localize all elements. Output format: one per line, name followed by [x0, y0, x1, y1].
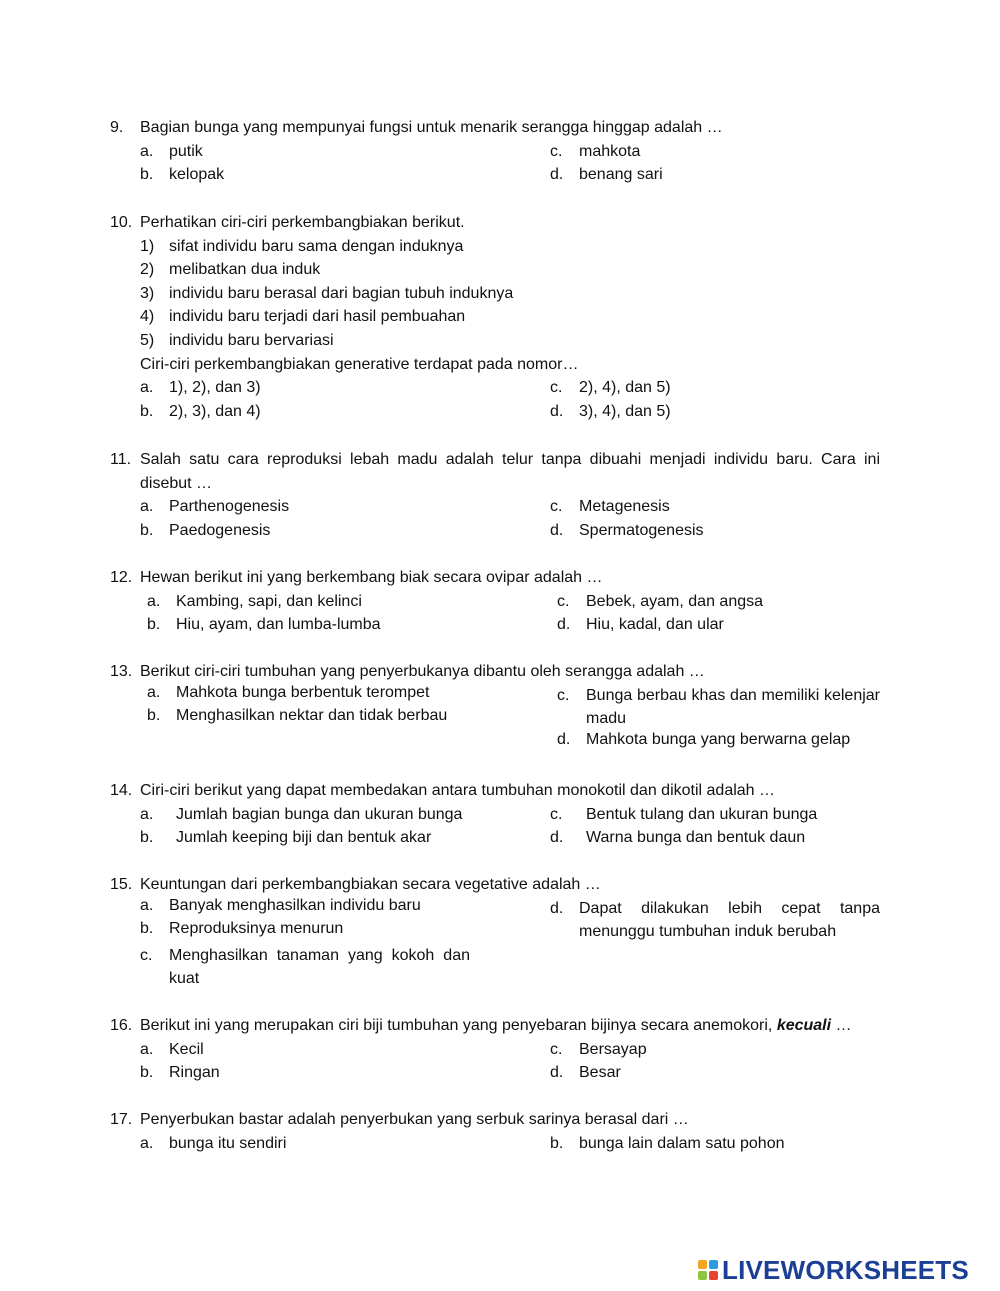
- question-number: 13.: [110, 663, 133, 680]
- question-number: 11.: [110, 451, 132, 468]
- logo-text: LIVEWORKSHEETS: [722, 1255, 969, 1285]
- question-stem: Bagian bunga yang mempunyai fungsi untuk menarik serangga hinggap adalah …: [140, 119, 723, 136]
- list-item: 1) sifat individu baru sama dengan induknya: [140, 237, 464, 255]
- question-stem: Hewan berikut ini yang berkembang biak secara ovipar adalah …: [140, 569, 603, 586]
- question-9: 9. Bagian bunga yang mempunyai fungsi untuk menarik serangga hinggap adalah … a. putik c. mahkota b. kelopak d. benang sari: [110, 116, 880, 187]
- list-item: 5) individu baru bervariasi: [140, 331, 334, 349]
- question-stem: Berikut ini yang merupakan ciri biji tumbuhan yang penyebaran bijinya secara anemokori, kecuali …: [140, 1017, 852, 1034]
- question-11: 11. Salah satu cara reproduksi lebah madu adalah telur tanpa dibuahi menjadi individu baru. Cara ini disebut … a. Parthenogenesis c. Metagenesis b. Paedogenesis d. Spermatogenesis: [110, 448, 880, 542]
- question-14: 14. Ciri-ciri berikut yang dapat membedakan antara tumbuhan monokotil dan dikotil adalah … a. Jumlah bagian bunga dan ukuran bunga c. Bentuk tulang dan ukuran bunga b. Jumlah keeping biji dan bentuk akar d. Warna bunga dan bentuk daun: [110, 779, 880, 850]
- question-17: 17. Penyerbukan bastar adalah penyerbukan yang serbuk sarinya berasal dari … a. bunga itu sendiri b. bunga lain dalam satu pohon: [110, 1108, 880, 1155]
- list-item: 2) melibatkan dua induk: [140, 261, 321, 279]
- question-number: 14.: [110, 782, 133, 799]
- liveworksheets-logo[interactable]: [698, 1256, 969, 1284]
- option-c[interactable]: c. Menghasilkan tanaman yang kokoh dan kuat: [140, 946, 470, 988]
- list-item: 3) individu baru berasal dari bagian tubuh induknya: [140, 284, 514, 302]
- question-number: 16.: [110, 1017, 133, 1034]
- question-15: 15. Keuntungan dari perkembangbiakan secara vegetative adalah … a. Banyak menghasilkan individu baru b. Reproduksinya menurun c. Menghasilkan tanaman yang kokoh dan kuat d. Dapat dilakukan lebih cepat tanpa menunggu tumbuhan induk berubah: [110, 873, 880, 992]
- question-number: 17.: [110, 1111, 133, 1128]
- emphasis-text: kecuali: [776, 1017, 832, 1034]
- question-10: 10. Perhatikan ciri-ciri perkembangbiakan berikut. 1) sifat individu baru sama dengan induknya 2) melibatkan dua induk 3) individu baru berasal dari bagian tubuh induknya 4) individu baru terjadi dari hasil pembuahan 5) individu baru bervariasi Ciri-ciri perkembangbiakan generative terdapat pada nomor… a. 1), 2), dan 3) c. 2), 4), dan 5) b. 2), 3), dan 4) d. 3), 4), dan 5): [110, 211, 880, 423]
- question-stem: Perhatikan ciri-ciri perkembangbiakan berikut.: [140, 214, 465, 231]
- logo-blocks-icon: [698, 1260, 718, 1280]
- question-12: 12. Hewan berikut ini yang berkembang biak secara ovipar adalah … a. Kambing, sapi, dan kelinci c. Bebek, ayam, dan angsa b. Hiu, ayam, dan lumba-lumba d. Hiu, kadal, dan ular: [110, 566, 880, 637]
- option-c[interactable]: c. Bunga berbau khas dan memiliki kelenjar madu: [557, 686, 880, 728]
- question-number: 15.: [110, 876, 133, 893]
- question-stem: Salah satu cara reproduksi lebah madu adalah telur tanpa dibuahi menjadi individu baru. Cara ini disebut …: [140, 451, 880, 492]
- question-stem: Berikut ciri-ciri tumbuhan yang penyerbukanya dibantu oleh serangga adalah …: [140, 663, 705, 680]
- question-number: 10.: [110, 214, 133, 231]
- question-stem: Keuntungan dari perkembangbiakan secara vegetative adalah …: [140, 876, 601, 893]
- question-stem: Penyerbukan bastar adalah penyerbukan yang serbuk sarinya berasal dari …: [140, 1111, 689, 1128]
- question-number: 9.: [110, 119, 124, 136]
- question-13: 13. Berikut ciri-ciri tumbuhan yang penyerbukanya dibantu oleh serangga adalah … a. Mahkota bunga berbentuk terompet b. Menghasilkan nektar dan tidak berbau c. Bunga berbau khas dan memiliki kelenjar madu d. Mahkota bunga yang berwarna gelap: [110, 660, 880, 755]
- option-d[interactable]: d. Dapat dilakukan lebih cepat tanpa menunggu tumbuhan induk berubah: [550, 899, 880, 941]
- question-16: 16. Berikut ini yang merupakan ciri biji tumbuhan yang penyebaran bijinya secara anemokori, kecuali … a. Kecil c. Bersayap b. Ringan d. Besar: [110, 1014, 880, 1085]
- question-stem: Ciri-ciri berikut yang dapat membedakan antara tumbuhan monokotil dan dikotil adalah …: [140, 782, 776, 799]
- list-item: 4) individu baru terjadi dari hasil pembuahan: [140, 308, 466, 326]
- question-number: 12.: [110, 569, 133, 586]
- question-prompt: Ciri-ciri perkembangbiakan generative terdapat pada nomor…: [140, 355, 579, 373]
